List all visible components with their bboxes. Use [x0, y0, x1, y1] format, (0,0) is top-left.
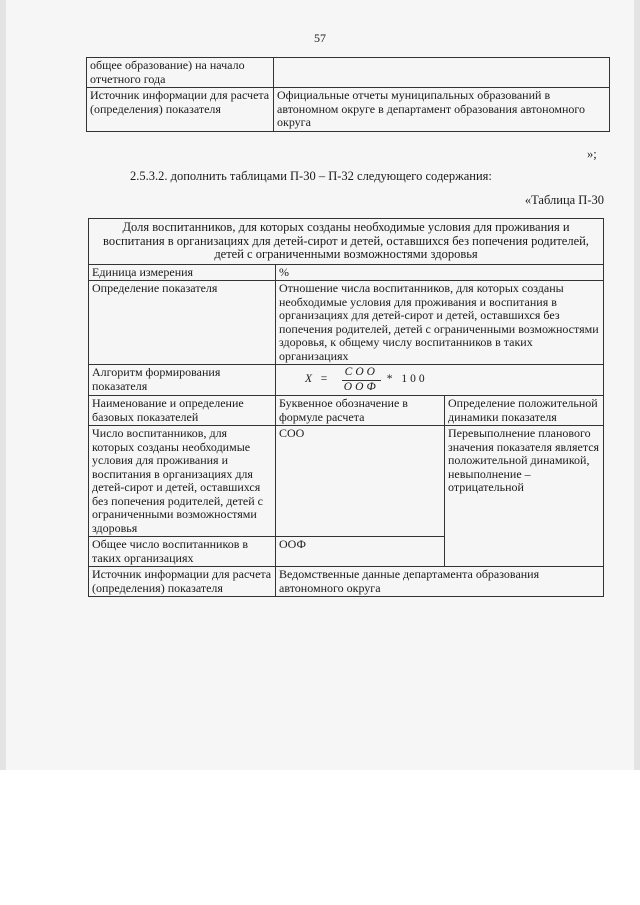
table-cell: Число воспитанников, для которых созданы необходимые условия для проживания и воспитания в организациях для детей-сирот и детей, оставшихся без попечения родителей, детей с ограниченными возможностями здоровья: [89, 426, 276, 537]
table-cell: Определение показателя: [89, 281, 276, 365]
table-row: [89, 567, 604, 597]
scan-edge-right: [634, 0, 640, 770]
table-cell: [274, 58, 610, 88]
table-row: [89, 426, 604, 537]
table-cell: Источник информации для расчета (определения) показателя: [87, 88, 274, 132]
table-continuation: [86, 57, 610, 132]
table-cell: Единица измерения: [89, 264, 276, 281]
formula-fraction: [341, 366, 382, 394]
table-header-cell: Определение положительной динамики показателя: [445, 396, 604, 426]
formula-equals: =: [320, 373, 328, 386]
table-cell: Официальные отчеты муниципальных образований в автономном округе в департамент образования автономного округа: [274, 88, 610, 132]
table-cell: Общее число воспитанников в таких организациях: [89, 537, 276, 567]
amendment-sentence: 2.5.3.2. дополнить таблицами П-30 – П-32 следующего содержания:: [130, 169, 492, 183]
table-cell: Источник информации для расчета (определения) показателя: [89, 567, 276, 597]
formula-cell: [276, 365, 604, 396]
page-number: 57: [314, 31, 326, 45]
table-cell: ООФ: [276, 537, 445, 567]
table-label: «Таблица П-30: [524, 193, 604, 207]
table-cell: %: [276, 264, 604, 281]
table-cell: СОО: [276, 426, 445, 537]
table-header-cell: Наименование и определение базовых показателей: [89, 396, 276, 426]
table-row: [89, 219, 604, 265]
table-cell: Ведомственные данные департамента образования автономного округа: [276, 567, 604, 597]
table-cell: Перевыполнение планового значения показателя является положительной динамикой, невыполнение – отрицательной: [445, 426, 604, 567]
formula: [279, 366, 600, 394]
scan-edge-left: [0, 0, 6, 770]
table-cell: Отношение числа воспитанников, для которых созданы необходимые условия для проживания и воспитания в организациях для детей-сирот и детей, оставшихся без попечения родителей, детей с ограниченными возможностями здоровья, к общему числу воспитанников в таких организациях: [276, 281, 604, 365]
table-p30: [88, 218, 604, 597]
formula-lhs: X: [305, 373, 313, 386]
table-row: [87, 88, 610, 132]
table-cell: Алгоритм формирования показателя: [89, 365, 276, 396]
table-row: [89, 281, 604, 365]
table-row: [89, 365, 604, 396]
table-title: Доля воспитанников, для которых созданы необходимые условия для проживания и воспитания в организациях для детей-сирот и детей, оставшихся без попечения родителей, детей с ограниченными возможностями здоровья: [89, 219, 604, 265]
table-header-row: [89, 396, 604, 426]
table-row: [89, 264, 604, 281]
table-cell: общее образование) на начало отчетного года: [87, 58, 274, 88]
formula-numerator: СОО: [342, 366, 381, 381]
table-row: [87, 58, 610, 88]
formula-denominator: ООФ: [343, 380, 379, 393]
closing-quote: »;: [587, 147, 597, 161]
table-header-cell: Буквенное обозначение в формуле расчета: [276, 396, 445, 426]
formula-multiplier: * 100: [386, 373, 428, 386]
